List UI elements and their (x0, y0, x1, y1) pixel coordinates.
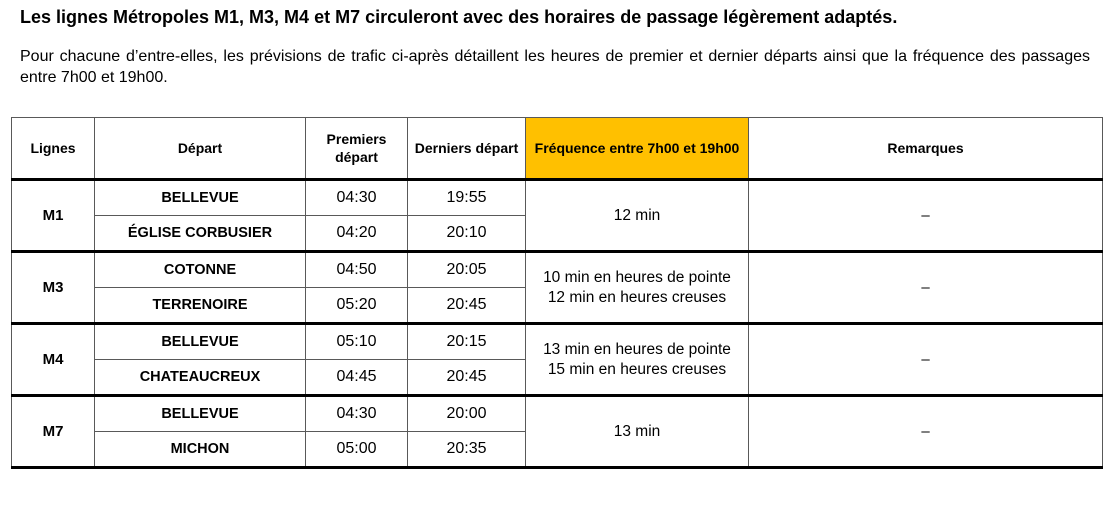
frequency-cell (526, 396, 749, 468)
first-departure-cell: 04:30 (306, 396, 408, 432)
column-header-premiers-depart: Premiers départ (306, 118, 408, 180)
station-cell: BELLEVUE (95, 180, 306, 216)
frequency-line: 12 min (613, 206, 661, 224)
column-header-remarques: Remarques (749, 118, 1103, 180)
frequency-cell (526, 252, 749, 324)
intro-paragraph: Pour chacune d’entre-elles, les prévisions de trafic ci-après détaillent les heures de premier et dernier départs ainsi que la fréquence des passages entre 7h00 et 19h00. (20, 48, 1090, 86)
remark-cell: – (749, 324, 1103, 396)
first-departure-cell: 04:50 (306, 252, 408, 288)
frequency-line: 13 min (613, 422, 661, 440)
last-departure-cell: 20:10 (408, 216, 526, 252)
first-departure-cell: 05:00 (306, 432, 408, 468)
station-cell: BELLEVUE (95, 396, 306, 432)
station-cell: TERRENOIRE (95, 288, 306, 324)
frequency-line: 13 min en heures de pointe (543, 340, 731, 358)
table-row (12, 252, 1103, 288)
text-block (0, 0, 1111, 88)
first-departure-cell: 04:45 (306, 360, 408, 396)
last-departure-cell: 20:15 (408, 324, 526, 360)
frequency-cell (526, 180, 749, 252)
column-header-derniers-depart: Derniers départ (408, 118, 526, 180)
table-row (12, 180, 1103, 216)
line-cell: M7 (12, 396, 95, 468)
station-cell: BELLEVUE (95, 324, 306, 360)
remark-cell: – (749, 252, 1103, 324)
last-departure-cell: 20:05 (408, 252, 526, 288)
header-row (12, 118, 1103, 180)
station-cell: COTONNE (95, 252, 306, 288)
table-row (12, 324, 1103, 360)
schedule-table (11, 117, 1103, 469)
first-departure-cell: 04:30 (306, 180, 408, 216)
table-body (12, 180, 1103, 468)
station-cell: MICHON (95, 432, 306, 468)
line-cell: M4 (12, 324, 95, 396)
frequency-line: 15 min en heures creuses (547, 360, 727, 378)
column-header-lignes: Lignes (12, 118, 95, 180)
column-header-frequence: Fréquence entre 7h00 et 19h00 (526, 118, 749, 180)
station-cell: ÉGLISE CORBUSIER (95, 216, 306, 252)
frequency-cell (526, 324, 749, 396)
line-cell: M3 (12, 252, 95, 324)
table-wrapper (11, 117, 1111, 469)
station-cell: CHATEAUCREUX (95, 360, 306, 396)
table-row (12, 396, 1103, 432)
last-departure-cell: 20:45 (408, 360, 526, 396)
last-departure-cell: 20:35 (408, 432, 526, 468)
frequency-line: 10 min en heures de pointe (543, 268, 731, 286)
first-departure-cell: 05:20 (306, 288, 408, 324)
line-cell: M1 (12, 180, 95, 252)
first-departure-cell: 05:10 (306, 324, 408, 360)
last-departure-cell: 20:00 (408, 396, 526, 432)
remark-cell: – (749, 180, 1103, 252)
last-departure-cell: 20:45 (408, 288, 526, 324)
document-title: Les lignes Métropoles M1, M3, M4 et M7 circuleront avec des horaires de passage légèrement adaptés. (20, 7, 898, 27)
remark-cell: – (749, 396, 1103, 468)
last-departure-cell: 19:55 (408, 180, 526, 216)
column-header-depart: Départ (95, 118, 306, 180)
first-departure-cell: 04:20 (306, 216, 408, 252)
frequency-line: 12 min en heures creuses (547, 288, 727, 306)
